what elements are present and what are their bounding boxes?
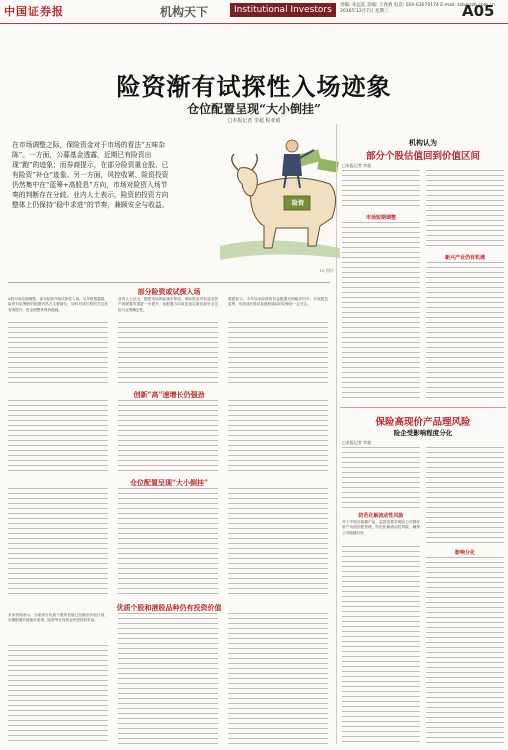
main-byline: □本报记者 李超 程亚娟 xyxy=(227,118,281,124)
subhead-3: 仓位配置呈现“大小倒挂” xyxy=(129,478,209,487)
body-text-block xyxy=(426,170,504,250)
body-text-block xyxy=(228,400,328,472)
bull-illustration-icon xyxy=(180,126,360,276)
body-col-1a: A股市场近期调整，部分险资开始试探性入场。从年报数据看，险资对蓝筹股的配置仍然占主要地位，同时对成长股的关注度有所提升，资金面整体保持稳健。 xyxy=(8,297,108,312)
article2-subhead-2: 新兴产业仍有机遇 xyxy=(444,255,485,261)
subhead-1: 部分险资或试探入场 xyxy=(137,287,201,296)
body-text-block xyxy=(228,488,328,598)
body-text-block xyxy=(8,322,108,384)
article-lede: 在市场调整之际，保险资金对于市场的看法“五味杂陈”。一方面，公募基金透露，近期已有险资出现“跑”的迹象；而券商提示，在部分险资重仓股、已有险资“补仓”迹象。另一方面，风控收紧、险资投资仍然集中在“蓝筹+高股息”方向，市场对险资入场节奏的判断存在分歧。业内人士表示，险资的投资方向整体上仍保持“稳中求进”的节奏，兼顾安全与收益。 xyxy=(12,141,169,209)
article3-byline: □本报记者 李超 xyxy=(342,440,372,445)
body-text-block xyxy=(426,557,504,744)
newspaper-logo: 中国证券报 xyxy=(4,5,64,18)
body-col-4a: 多家机构表示，当前部分优质个股的估值已回落至价值区间，长期配置价值逐步显现，险资等长线资金有望择机布局。 xyxy=(8,613,108,623)
body-text-block xyxy=(8,645,108,745)
main-subheadline: 仓位配置呈现“大小倒挂” xyxy=(187,102,321,116)
article-top-rule xyxy=(8,282,330,283)
body-text-block xyxy=(118,322,218,384)
illustration-label: 险资 xyxy=(291,200,304,207)
section-title-en: Institutional Investors xyxy=(230,3,336,17)
body-text-block xyxy=(426,262,504,400)
date-line: 2016年12月7日 星期三 xyxy=(340,9,389,14)
article3-title: 保险高现价产品理风险 xyxy=(375,417,471,428)
article2-title: 部分个股估值回到价值区间 xyxy=(365,151,480,162)
body-text-block xyxy=(118,488,218,598)
body-text-block xyxy=(342,170,420,210)
body-text-block xyxy=(228,613,328,745)
article3-subhead-1: 防范化解流动性风险 xyxy=(358,513,404,519)
article3-subtitle: 险企受影响程度分化 xyxy=(393,429,453,437)
main-headline: 险资渐有试探性入场迹象 xyxy=(116,72,392,101)
article2-kicker: 机构认为 xyxy=(409,138,437,147)
masthead xyxy=(0,0,508,24)
article2-subhead-1: 市场短期调整 xyxy=(365,215,396,221)
column-divider xyxy=(336,124,337,744)
editor-line: 责编: 朱远征 美编: 王春燕 电话: 010-63070174 E-mail: zzb@zzb.com.cn xyxy=(340,3,495,8)
subhead-2: 创新“高”速增长仍强劲 xyxy=(133,390,205,399)
article3-subhead-2: 影响分化 xyxy=(454,550,475,556)
article2-byline: □本报记者 李超 xyxy=(342,163,372,168)
body-text-block xyxy=(118,400,218,472)
body-text-block xyxy=(118,613,218,745)
body-text-block xyxy=(8,488,108,598)
page-number: A05 xyxy=(462,2,495,20)
illustration xyxy=(180,126,360,276)
body-text-block xyxy=(342,447,420,509)
section-title: 机构天下 xyxy=(160,5,209,19)
body-text-block xyxy=(8,400,108,472)
body-text-block xyxy=(426,447,504,545)
body-col-1c: 数据显示，今年以来险资的权益配置比例稳步回升，对高股息蓝筹、优质成长股以及港股通标的均保持一定关注。 xyxy=(228,297,328,307)
photo-caption: IC 图片 xyxy=(320,268,334,273)
body-text-block xyxy=(228,322,328,384)
article2-bottom-rule xyxy=(340,407,506,408)
body-text-block xyxy=(342,546,420,744)
article3-body-a: 对于中短存续期产品，监管层要求保险公司做好资产负债匹配管理，防范化解流动性风险，确保公司稳健经营。 xyxy=(342,520,420,535)
body-col-1b: 业内人士认为，随着市场风险逐步释放，保险资金对权益类资产的配置有望进一步提升，而配置方向将更加注重估值安全边际与业绩确定性。 xyxy=(118,297,218,312)
body-text-block xyxy=(342,222,420,400)
subhead-4: 优质个股和港股品种仍有投资价值 xyxy=(116,603,222,612)
